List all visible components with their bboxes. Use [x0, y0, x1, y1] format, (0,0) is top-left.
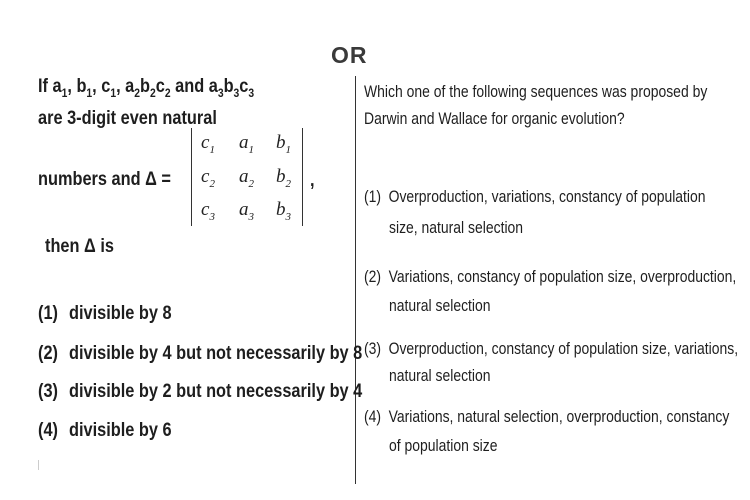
left-option-2: (2) divisible by 4 but not necessarily by 8 — [38, 343, 363, 364]
left-option-4: (4) divisible by 6 — [38, 420, 172, 441]
column-divider — [355, 76, 356, 484]
right-option-4: (4) Variations, natural selection, overproduction, constancy — [364, 407, 730, 426]
right-option-2: (2) Variations, constancy of population size, overproduction, — [364, 267, 737, 286]
right-question-line-1: Which one of the following sequences was proposed by — [364, 82, 708, 101]
right-question-line-2: Darwin and Wallace for organic evolution? — [364, 109, 625, 128]
matrix-cell: $c_3$ — [201, 199, 215, 223]
matrix-cell: $a_3$ — [239, 199, 254, 223]
left-question-line-2: are 3-digit even natural — [38, 108, 217, 129]
right-option-2-continued: natural selection — [389, 296, 491, 315]
left-question-line-4: then Δ is — [45, 236, 114, 257]
matrix-cell: $a_1$ — [239, 132, 254, 156]
matrix-cell: $a_2$ — [239, 166, 254, 190]
or-separator: OR — [331, 42, 368, 68]
matrix-cell: $c_2$ — [201, 166, 215, 190]
determinant-matrix — [191, 128, 303, 226]
left-option-3: (3) divisible by 2 but not necessarily by 4 — [38, 381, 363, 402]
right-option-1: (1) Overproduction, variations, constancy of population — [364, 187, 706, 206]
left-question-line-3: numbers and Δ = — [38, 169, 171, 190]
matrix-trailing-comma: , — [310, 170, 315, 191]
right-option-3: (3) Overproduction, constancy of population size, variations, — [364, 339, 739, 358]
matrix-cell: $b_3$ — [276, 199, 291, 223]
matrix-cell: $b_1$ — [276, 132, 291, 156]
right-option-1-continued: size, natural selection — [389, 218, 524, 237]
matrix-cell: $b_2$ — [276, 166, 291, 190]
margin-mark — [38, 460, 39, 470]
right-option-3-continued: natural selection — [389, 366, 491, 385]
left-question-line-1: If $a_1$, $b_1$, $c_1$, $a_2b_2c_2$ and $a_3b_3c_3$ — [38, 76, 255, 100]
matrix-cell: $c_1$ — [201, 132, 215, 156]
left-option-1: (1) divisible by 8 — [38, 303, 172, 324]
right-option-4-continued: of population size — [389, 436, 498, 455]
